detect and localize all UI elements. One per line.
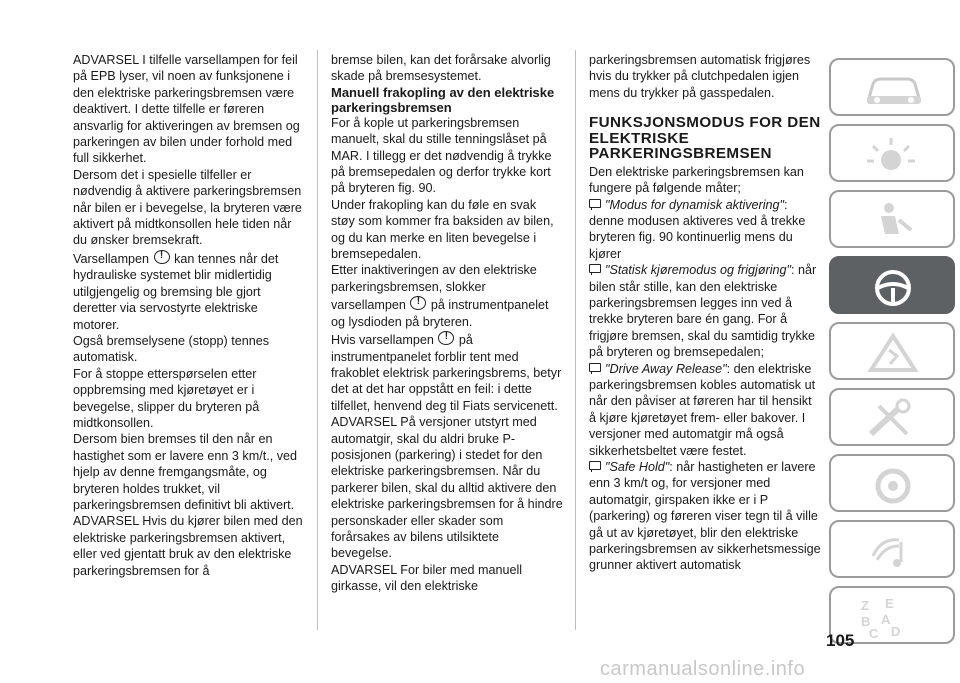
paragraph: For å stoppe etterspørselen etter oppbremsing med kjøretøyet er i bevegelse, slipper du bryteren på midtkonsollen.	[73, 366, 260, 430]
paragraph: ADVARSEL Hvis du kjører bilen med den elektriske parkeringsbremsen aktivert, eller ved gjentatt bruk av den elektriske parkeringsbremsen for å	[73, 514, 303, 578]
index-letters-icon	[859, 596, 929, 638]
page-number: 105	[826, 631, 855, 650]
paragraph: ADVARSEL For biler med manuell girkasse, vil den elektriske	[331, 562, 523, 594]
tab-warning-lights[interactable]	[829, 124, 955, 182]
section-heading: Manuell frakopling av den elektriske parkeringsbremsen	[331, 84, 555, 115]
paragraph: Den elektriske parkeringsbremsen kan fungere på følgende måter;	[589, 164, 804, 196]
tab-technical-data[interactable]	[829, 454, 955, 512]
text-span: Varsellampen	[73, 251, 150, 266]
paragraph	[331, 330, 563, 414]
bullet-text: : når bilen står stille, kan den elektriske parkeringsbremsen legges inn ved å trekke bryteren bare én gang. For å frigjøre bremsen, skal du samtidig trykke på bryteren og bremsepedalen;	[589, 263, 817, 360]
svg-text:B: B	[861, 614, 871, 629]
tab-seat-safety[interactable]	[829, 190, 955, 248]
bullet-title: "Drive Away Release"	[605, 361, 727, 376]
bullet-text: : når hastigheten er lavere enn 3 km/t og, for versjoner med automatgir, girspaken ikke er i P (parkering) og føreren viser tegn til å ville gå ut av kjøretøyet, blir den elektriske parkeringsbremsen av sikkerhetsmessige grunner aktivert automatisk	[589, 460, 821, 573]
svg-text:D: D	[891, 624, 901, 638]
bullet-icon	[589, 264, 601, 273]
bullet-title: "Modus for dynamisk aktivering"	[605, 197, 785, 212]
bullet-icon	[589, 461, 601, 470]
paragraph: bremse bilen, kan det forårsake alvorlig skade på bremsesystemet.	[331, 53, 551, 84]
paragraph: ADVARSEL På versjoner utstyrt med automatgir, skal du aldri bruke P-posisjonen (parkering) i stedet for den elektriske parkeringsbremsen. Når du parkerer bilen, skal du alltid aktivere den elektriske parkeringsbremsen for å hindre personskader eller skader som forårsakes av bilens utilsiktete bevegelse.	[331, 415, 563, 561]
paragraph: ADVARSEL I tilfelle varsellampen for feil på EPB lyser, vil noen av funksjonene i den elektriske parkeringsbremsen være deaktivert. I dette tilfelle er føreren ansvarlig for aktiveringen av bremsen og parkeringen av bilen under forhold med full sikkerhet.	[73, 53, 300, 166]
bullet-title: "Safe Hold"	[605, 460, 670, 475]
paragraph: Under frakopling kan du føle en svak støy som kommer fra baksiden av bilen, og du kan merke en liten bevegelse i bremsepedalen.	[331, 197, 554, 262]
text-column-2	[331, 52, 563, 595]
column-divider	[317, 50, 318, 630]
brake-warning-icon	[438, 331, 454, 345]
technical-data-icon	[859, 464, 929, 506]
bullet-title: "Statisk kjøremodus og frigjøring"	[605, 263, 792, 278]
svg-text:A: A	[881, 612, 891, 627]
tab-emergency[interactable]	[829, 322, 955, 380]
bullet-item	[589, 361, 821, 459]
tab-maintenance[interactable]	[829, 388, 955, 446]
svg-text:E: E	[885, 596, 894, 611]
text-span: kan tennes når det hydrauliske systemet blir midlertidig utilgjengelig og bremsing ble gjort deretter via servostyrte elektriske motorer.	[73, 251, 279, 332]
bullet-icon	[589, 199, 601, 208]
brake-warning-icon	[410, 296, 426, 310]
tab-car-dashboard[interactable]	[829, 58, 955, 116]
paragraph: parkeringsbremsen automatisk frigjøres hvis du trykker på clutchpedalen igjen mens du trykker på gasspedalen.	[589, 53, 811, 100]
text-span: på instrumentpanelet forblir tent med frakoblet elektrisk parkeringsbrems, betyr det at det har oppstått en feil: i dette tilfellet, henvend deg til Fiats servicenett.	[331, 333, 562, 413]
bullet-item	[589, 459, 821, 574]
section-title: FUNKSJONSMODUS FOR DEN ELEKTRISKE PARKERINGSBREMSEN	[589, 114, 821, 163]
steering-wheel-icon	[859, 266, 929, 308]
paragraph: Dersom bien bremses til den når en hastighet som er lavere enn 3 km/t., ved hjelp av denne fremgangsmåte, og bryteren holdes trukket, vil parkeringsbremsen definitivt bli aktivert.	[73, 432, 298, 512]
paragraph: For å kople ut parkeringsbremsen manuelt, skal du stille tenningslåset på MAR. I tillegg er det nødvendig å trykke på bremsepedalen og derfor trykke kort på bryteren fig. 90.	[331, 115, 552, 196]
column-divider	[575, 50, 576, 630]
bullet-icon	[589, 363, 601, 372]
paragraph	[331, 262, 563, 330]
paragraph	[73, 249, 305, 333]
emergency-triangle-icon	[859, 332, 929, 374]
paragraph: Dersom det i spesielle tilfeller er nødvendig å aktivere parkeringsbremsen når bilen er i bevegelse, la bryteren være aktivert på midtkonsollen hele tiden når du ønsker bremsekraft.	[73, 167, 302, 248]
text-span: Hvis varsellampen	[331, 333, 434, 348]
car-dashboard-icon	[859, 68, 929, 110]
watermark: carmanualsonline.info	[600, 658, 806, 680]
maintenance-tools-icon	[859, 398, 929, 440]
bullet-text: : den elektriske parkeringsbremsen kobles automatisk ut når den påviser at føreren har til hensikt å kjøre kjøretøyet frem- eller bakover. I versjoner med automatgir må også sikkerhetsbeltet være festet.	[589, 361, 816, 458]
text-span: på instrumentpanelet og lysdioden på bryteren.	[331, 298, 549, 329]
multimedia-icon	[859, 530, 929, 572]
text-column-1	[73, 52, 305, 579]
warning-lights-icon	[859, 134, 929, 176]
svg-text:C: C	[869, 626, 879, 638]
text-span: Etter inaktiveringen av den elektriske parkeringsbremsen, slokker varsellampen	[331, 263, 537, 313]
text-column-3	[589, 52, 821, 574]
paragraph: Også bremselysene (stopp) tennes automatisk.	[73, 333, 270, 365]
brake-warning-icon	[154, 250, 170, 264]
bullet-text: : denne modusen aktiveres ved å trekke bryteren fig. 90 kontinuerlig mens du kjører	[589, 197, 806, 261]
bullet-item	[589, 197, 821, 263]
seat-safety-icon	[859, 200, 929, 242]
tab-multimedia[interactable]	[829, 520, 955, 578]
svg-text:Z: Z	[861, 598, 869, 613]
tab-steering-wheel[interactable]	[829, 256, 955, 314]
bullet-item	[589, 262, 821, 360]
